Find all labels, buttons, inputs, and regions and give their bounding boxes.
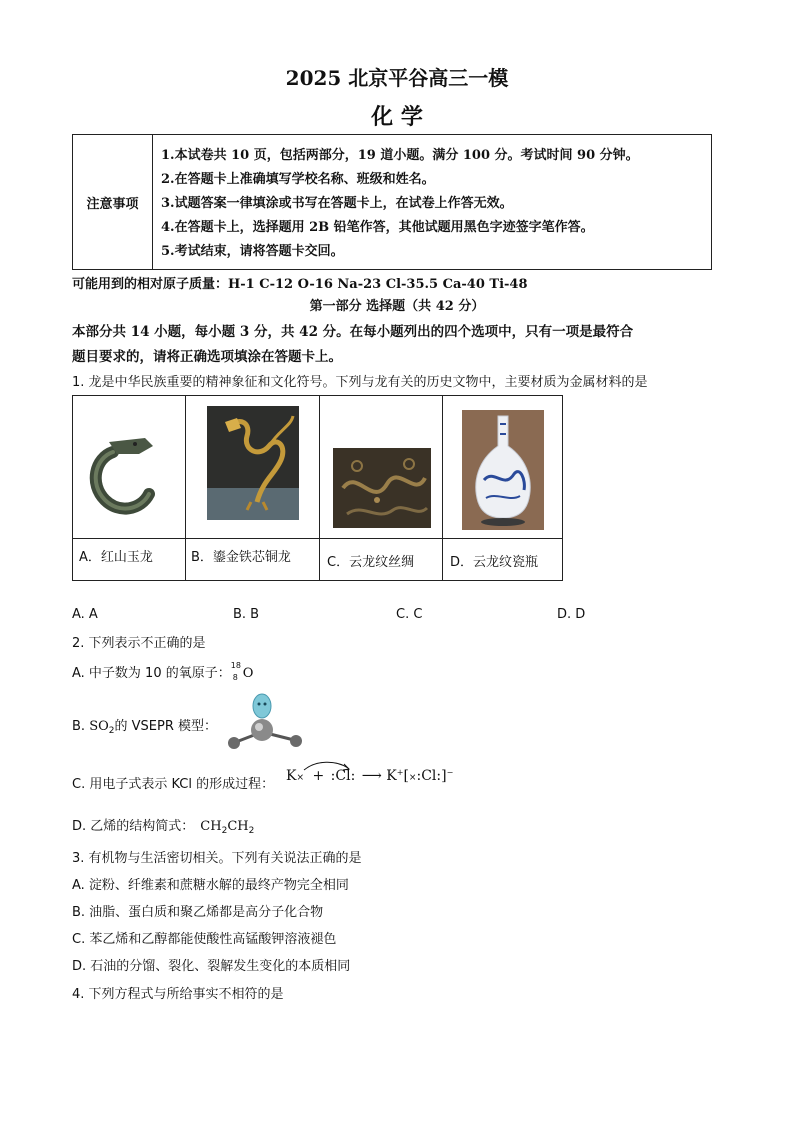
q1-image-table <box>72 395 563 581</box>
q1-choice-b: B. B <box>233 607 260 622</box>
exam-title: 2025 北京平谷高三一模 <box>285 66 509 90</box>
dragon-vase-image <box>462 410 544 530</box>
q2-option-b: B. $SO_2$的 VSEPR 模型： <box>72 719 217 736</box>
electron-transfer-arrow <box>300 760 360 772</box>
q1-choice-a: A. A <box>72 607 98 622</box>
notice-heading: 注意事项 <box>73 135 153 269</box>
q4-stem: 4. 下列方程式与所给事实不相符的是 <box>72 987 284 1002</box>
part1-instructions: 本部分共 14 小题，每小题 3 分，共 42 分。在每小题列出的四个选项中，只有一项是最符合 <box>72 324 634 340</box>
notice-item: 1.本试卷共 10 页，包括两部分，19 道小题。满分 100 分。考试时间 90 分钟。 <box>161 148 639 163</box>
q3-stem: 3. 有机物与生活密切相关。下列有关说法正确的是 <box>72 851 362 866</box>
kcl-electron-formula: K× + :Cl: ⟶ K+[×:Cl:]− <box>286 768 454 784</box>
part1-instructions: 题目要求的，请将正确选项填涂在答题卡上。 <box>72 349 342 365</box>
q2-stem: 2. 下列表示不正确的是 <box>72 636 206 651</box>
q1-choice-d: D. D <box>557 607 586 622</box>
notice-item: 3.试题答案一律填涂或书写在答题卡上，在试卷上作答无效。 <box>161 196 513 211</box>
notice-item: 2.在答题卡上准确填写学校名称、班级和姓名。 <box>161 172 435 187</box>
isotope-notation: 18 8 <box>230 660 241 682</box>
q1-caption-d: D．云龙纹瓷瓶 <box>450 555 539 570</box>
q2-option-a: A. 中子数为 10 的氧原子： 18 8 O <box>72 660 254 682</box>
q3-option-d: D. 石油的分馏、裂化、裂解发生变化的本质相同 <box>72 959 351 974</box>
q1-choice-c: C. C <box>396 607 423 622</box>
part1-heading: 第一部分 选择题（共 42 分） <box>309 299 485 314</box>
q1-caption-b: B．鎏金铁芯铜龙 <box>191 550 291 565</box>
q2-option-c: C. 用电子式表示 KCl 的形成过程： <box>72 777 275 792</box>
q1-caption-c: C．云龙纹丝绸 <box>327 555 415 570</box>
q3-option-a: A. 淀粉、纤维素和蔗糖水解的最终产物完全相同 <box>72 878 349 893</box>
notice-item: 5.考试结束，请将答题卡交回。 <box>161 244 344 259</box>
subject-title: 化 学 <box>371 104 423 130</box>
q1-stem: 1. 龙是中华民族重要的精神象征和文化符号。下列与龙有关的历史文物中，主要材质为金属材料的是 <box>72 375 648 390</box>
q2-option-d: D. 乙烯的结构简式： $CH_2CH_2$ <box>72 819 255 836</box>
q3-option-b: B. 油脂、蛋白质和聚乙烯都是高分子化合物 <box>72 905 324 920</box>
vsepr-model-image <box>222 690 306 754</box>
q3-option-c: C. 苯乙烯和乙醇都能使酸性高锰酸钾溶液褪色 <box>72 932 337 947</box>
notice-item: 4.在答题卡上，选择题用 2B 铅笔作答，其他试题用黑色字迹签字笔作答。 <box>161 220 594 235</box>
q1-caption-a: A．红山玉龙 <box>79 550 153 565</box>
jade-dragon-image <box>83 432 175 518</box>
dragon-silk-image <box>333 448 431 528</box>
gilded-dragon-image <box>207 406 299 520</box>
notice-table <box>72 134 712 270</box>
atomic-masses: 可能用到的相对原子质量：H-1 C-12 O-16 Na-23 Cl-35.5 Ca-40 Ti-48 <box>72 277 528 292</box>
